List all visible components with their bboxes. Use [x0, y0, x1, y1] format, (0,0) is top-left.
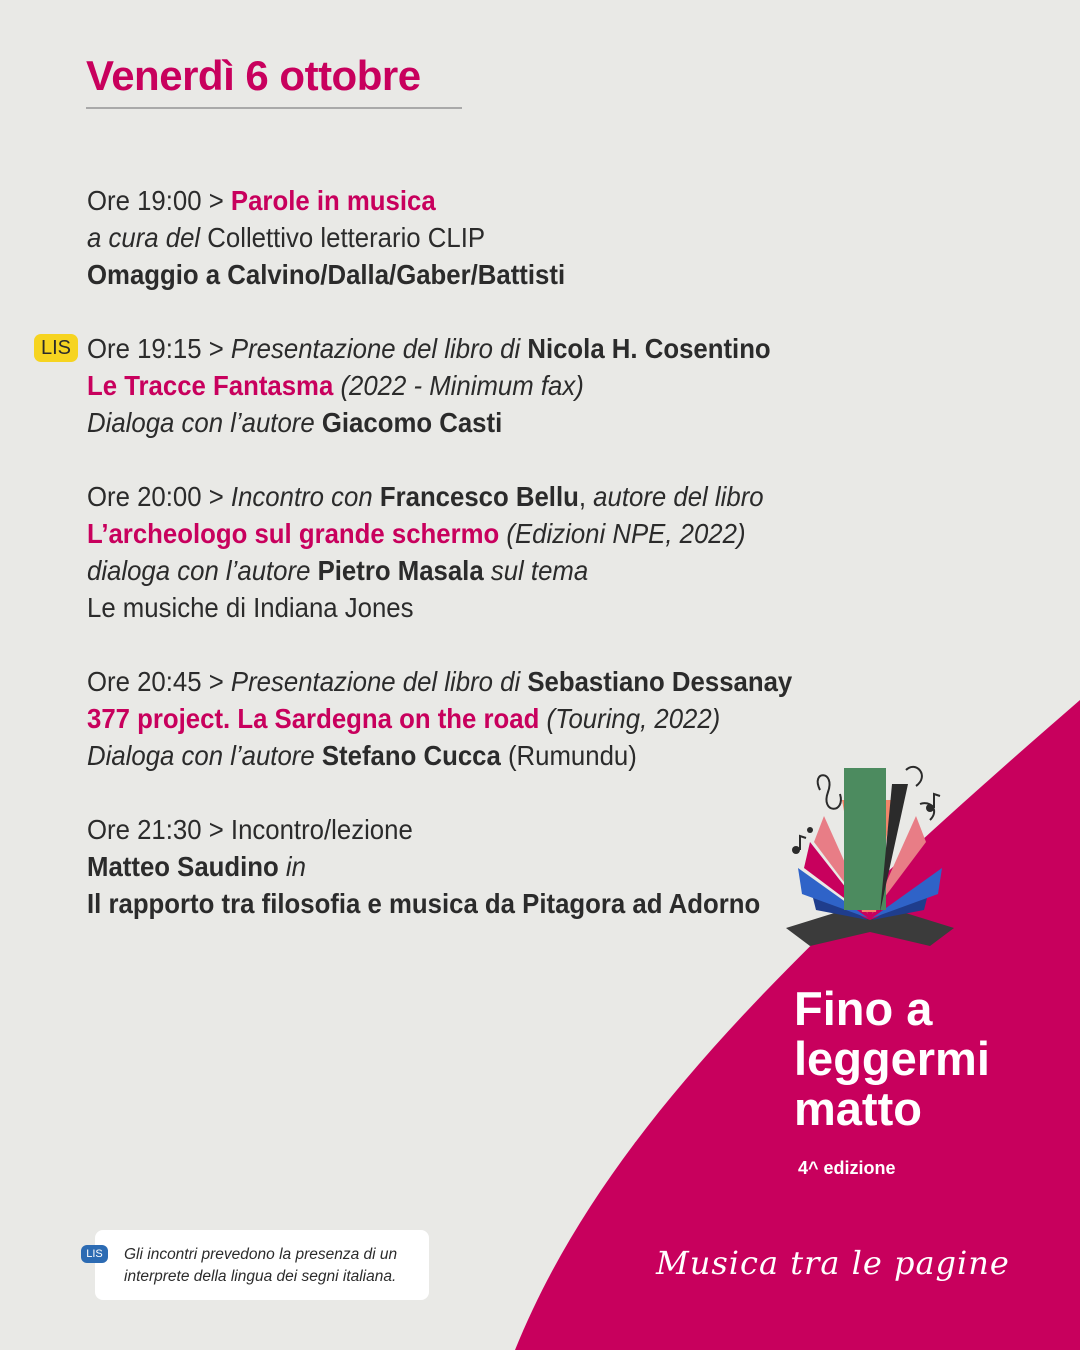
- lis-badge: LIS: [34, 334, 78, 362]
- event-2000: [87, 478, 786, 626]
- lis-note-text: [124, 1244, 424, 1288]
- event-type: Incontro con: [230, 481, 373, 512]
- festival-name-line-3: matto: [794, 1082, 922, 1135]
- event-author: Francesco Bellu: [372, 481, 579, 512]
- book-title: L’archeologo sul grande schermo: [87, 518, 500, 549]
- event-2045: [87, 663, 793, 774]
- moderator-name: Pietro Masala: [310, 555, 484, 586]
- event-topic: Le musiche di Indiana Jones: [87, 592, 414, 623]
- lecture-title: Il rapporto tra filosofia e musica da Pitagora ad Adorno: [87, 888, 761, 919]
- title-divider: [86, 107, 462, 109]
- moderator-label: dialoga con l’autore: [87, 555, 311, 586]
- event-curator: Collettivo letterario CLIP: [200, 222, 486, 253]
- book-publisher: (Edizioni NPE, 2022): [499, 518, 746, 549]
- festival-name-line-2: leggermi: [794, 1032, 990, 1085]
- festival-edition: 4^ edizione: [798, 1158, 896, 1178]
- festival-name-line-1: Fino a: [794, 982, 933, 1035]
- moderator-label: Dialoga con l’autore: [87, 407, 315, 438]
- moderator-name: Giacomo Casti: [314, 407, 503, 438]
- author-role: autore del libro: [593, 481, 764, 512]
- event-time: Ore 20:00 >: [87, 481, 231, 512]
- event-title: Parole in musica: [230, 185, 436, 216]
- event-type: Presentazione del libro di: [230, 333, 521, 364]
- event-2130: [87, 811, 786, 922]
- festival-name: [794, 984, 990, 1134]
- event-author: Sebastiano Dessanay: [520, 666, 793, 697]
- event-1915: [87, 330, 786, 441]
- event-schedule: [87, 182, 793, 959]
- page-title: Venerdì 6 ottobre: [86, 52, 421, 99]
- topic-label: sul tema: [483, 555, 589, 586]
- open-book-music-logo-icon: [780, 760, 960, 950]
- moderator-label: Dialoga con l’autore: [87, 740, 315, 771]
- event-subtitle: Omaggio a Calvino/Dalla/Gaber/Battisti: [87, 259, 566, 290]
- event-time: Ore 19:15 >: [87, 333, 231, 364]
- book-title: Le Tracce Fantasma: [87, 370, 334, 401]
- event-time: Ore 20:45 >: [87, 666, 231, 697]
- book-publisher: (Touring, 2022): [539, 703, 721, 734]
- lis-note-line-1: Gli incontri prevedono la presenza di un: [124, 1246, 398, 1263]
- lis-note-line-2: interprete della lingua dei segni italiana.: [124, 1268, 397, 1285]
- speaker-name: Matteo Saudino: [87, 851, 279, 882]
- comma: ,: [578, 481, 594, 512]
- speaker-in: in: [278, 851, 306, 882]
- event-type: Presentazione del libro di: [230, 666, 521, 697]
- festival-tagline: Musica tra le pagine: [656, 1244, 1010, 1282]
- event-1900: [87, 182, 786, 293]
- event-time-type: Ore 21:30 > Incontro/lezione: [87, 814, 413, 845]
- moderator-affiliation: (Rumundu): [500, 740, 637, 771]
- book-title: 377 project. La Sardegna on the road: [87, 703, 540, 734]
- moderator-name: Stefano Cucca: [314, 740, 501, 771]
- lis-note-badge: LIS: [81, 1245, 108, 1263]
- event-author: Nicola H. Cosentino: [520, 333, 771, 364]
- event-time: Ore 19:00 >: [87, 185, 231, 216]
- book-publisher: (2022 - Minimum fax): [333, 370, 584, 401]
- event-curator-label: a cura del: [87, 222, 201, 253]
